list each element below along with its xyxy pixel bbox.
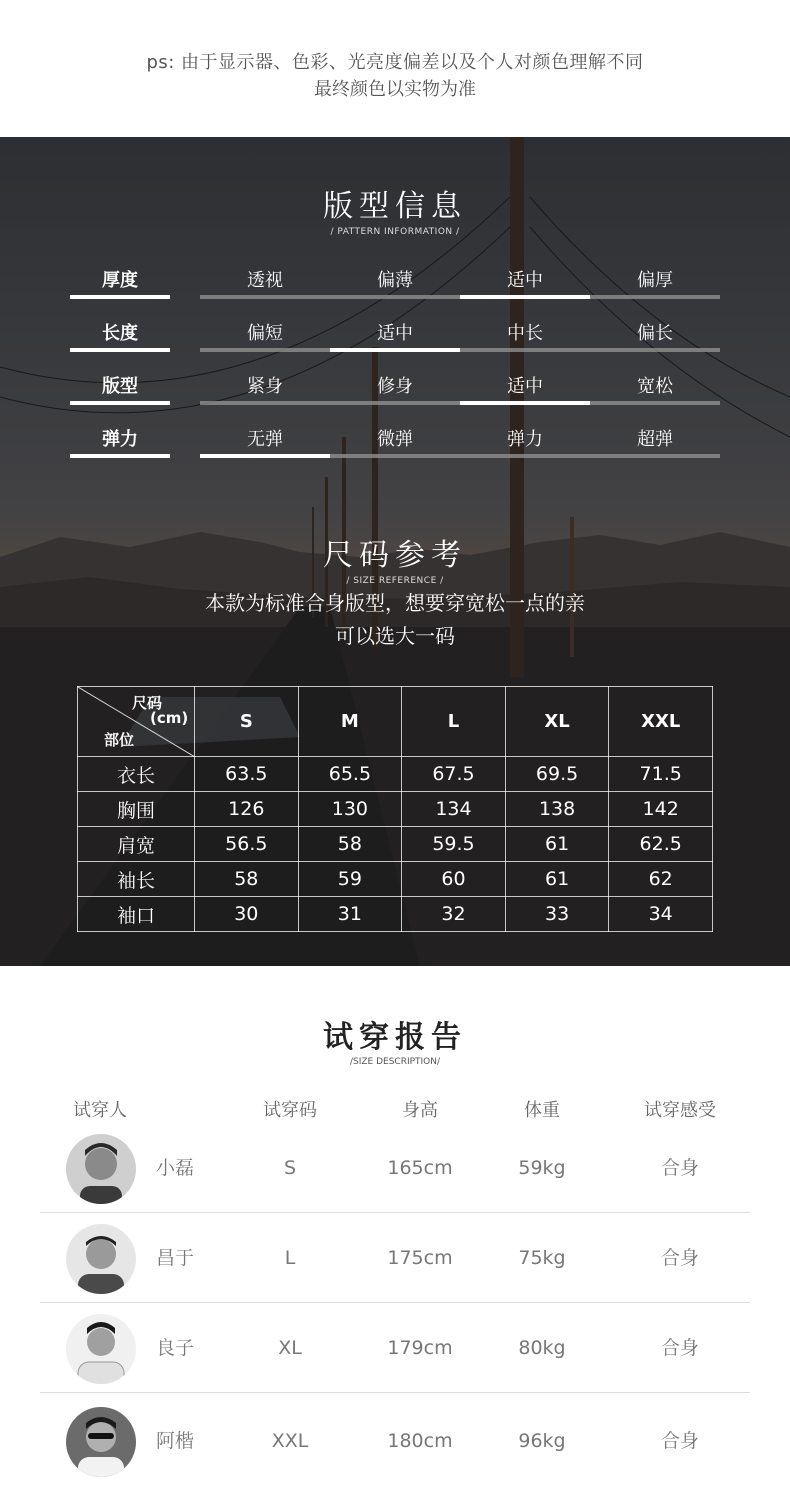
value-cell: 71.5 [609,757,713,792]
value-cell: 62 [609,862,713,897]
pattern-option: 超弹 [637,429,673,450]
size-col-header: M [298,687,402,757]
pattern-option-selected: 适中 [507,376,543,397]
report-title [0,1012,790,1067]
pattern-option-selected: 适中 [377,323,413,344]
table-row [78,792,713,827]
corner-size-label: 尺码 [132,694,163,712]
label-underline [70,401,170,405]
report-header-row [0,1096,790,1124]
part-cell: 袖口 [78,897,195,932]
value-cell: 32 [402,897,506,932]
pattern-row-thickness [70,266,720,306]
pattern-option: 中长 [507,323,543,344]
size-col-header: XXL [609,687,713,757]
pattern-row-fit [70,372,720,412]
report-row [40,1396,750,1486]
part-cell: 袖长 [78,862,195,897]
pattern-option: 偏长 [637,323,673,344]
label-underline [70,348,170,352]
pattern-row-label: 弹力 [102,429,138,450]
report-row [40,1123,750,1213]
value-cell: 65.5 [298,757,402,792]
pattern-row-label: 厚度 [102,270,138,291]
tester-feeling: 合身 [660,1247,699,1269]
pattern-row-label: 长度 [102,323,138,344]
label-underline [70,454,170,458]
size-table-corner [78,687,195,757]
size-table [77,686,713,932]
size-title-zh: 尺码参考 [323,538,467,573]
pattern-size-section [0,137,790,966]
pattern-option-selected: 无弹 [247,429,283,450]
tester-height: 175cm [387,1247,453,1269]
pattern-option: 偏薄 [377,270,413,291]
pattern-row-label: 版型 [102,376,138,397]
header-size: 试穿码 [263,1100,317,1121]
report-title-zh: 试穿报告 [323,1020,467,1055]
part-cell: 肩宽 [78,827,195,862]
color-notice [0,0,790,137]
value-cell: 126 [195,792,299,827]
value-cell: 60 [402,862,506,897]
avatar [66,1134,136,1204]
tester-weight: 96kg [518,1430,566,1452]
notice-line-2: 最终颜色以实物为准 [314,79,476,100]
tester-size: S [283,1157,297,1179]
value-cell: 61 [505,862,609,897]
size-title [0,530,790,586]
size-table-header [78,687,713,757]
tester-size: XL [278,1337,302,1359]
selected-indicator [460,295,590,299]
value-cell: 138 [505,792,609,827]
tester-size: XXL [271,1430,309,1452]
selected-indicator [330,348,460,352]
value-cell: 59.5 [402,827,506,862]
header-height: 身高 [402,1100,438,1121]
table-row [78,897,713,932]
selected-indicator [460,401,590,405]
pattern-title-zh: 版型信息 [323,189,467,224]
pattern-option: 弹力 [507,429,543,450]
size-col-header: S [195,687,299,757]
value-cell: 34 [609,897,713,932]
tester-name: 昌于 [155,1247,194,1269]
pattern-row-length [70,319,720,359]
pattern-option: 宽松 [637,376,673,397]
tester-name: 阿楷 [155,1430,194,1452]
pattern-title [0,181,790,237]
value-cell: 67.5 [402,757,506,792]
size-note-line-2: 可以选大一码 [335,624,455,648]
value-cell: 58 [298,827,402,862]
table-row [78,827,713,862]
tester-name: 小磊 [155,1157,194,1179]
tester-height: 165cm [387,1157,453,1179]
value-cell: 33 [505,897,609,932]
pattern-option: 透视 [247,270,283,291]
avatar [66,1224,136,1294]
value-cell: 69.5 [505,757,609,792]
header-feeling: 试穿感受 [644,1100,716,1121]
value-cell: 59 [298,862,402,897]
corner-unit-label: (cm) [150,709,189,727]
table-row [78,757,713,792]
notice-line-1: ps: 由于显示器、色彩、光亮度偏差以及个人对颜色理解不同 [146,52,644,73]
value-cell: 142 [609,792,713,827]
value-cell: 62.5 [609,827,713,862]
part-cell: 衣长 [78,757,195,792]
value-cell: 134 [402,792,506,827]
tester-height: 180cm [387,1430,453,1452]
value-cell: 30 [195,897,299,932]
pattern-option: 偏短 [247,323,283,344]
value-cell: 31 [298,897,402,932]
avatar [66,1314,136,1384]
pattern-option: 微弹 [377,429,413,450]
header-tester: 试穿人 [73,1100,127,1121]
pattern-option-selected: 适中 [507,270,543,291]
tester-feeling: 合身 [660,1430,699,1452]
pattern-option: 修身 [377,376,413,397]
report-row [40,1213,750,1303]
value-cell: 61 [505,827,609,862]
size-title-en: / SIZE REFERENCE / [346,576,444,586]
value-cell: 56.5 [195,827,299,862]
value-cell: 130 [298,792,402,827]
size-note-line-1: 本款为标准合身版型，想要穿宽松一点的亲 [205,591,585,615]
size-col-header: XL [505,687,609,757]
selected-indicator [200,454,330,458]
pattern-option: 偏厚 [637,270,673,291]
pattern-title-en: / PATTERN INFORMATION / [330,227,460,237]
value-cell: 63.5 [195,757,299,792]
tester-feeling: 合身 [660,1337,699,1359]
avatar [66,1407,136,1477]
label-underline [70,295,170,299]
part-cell: 胸围 [78,792,195,827]
report-row [40,1303,750,1393]
report-title-en: /SIZE DESCRIPTION/ [349,1057,441,1067]
tester-weight: 80kg [518,1337,566,1359]
corner-part-label: 部位 [104,731,135,749]
header-weight: 体重 [524,1100,560,1121]
tester-size: L [284,1247,296,1269]
pattern-row-elasticity [70,425,720,465]
tester-name: 良子 [155,1337,194,1359]
tester-feeling: 合身 [660,1157,699,1179]
value-cell: 58 [195,862,299,897]
size-col-header: L [402,687,506,757]
table-row [78,862,713,897]
pattern-option: 紧身 [247,376,283,397]
tester-weight: 75kg [518,1247,566,1269]
tester-height: 179cm [387,1337,453,1359]
tester-weight: 59kg [518,1157,566,1179]
